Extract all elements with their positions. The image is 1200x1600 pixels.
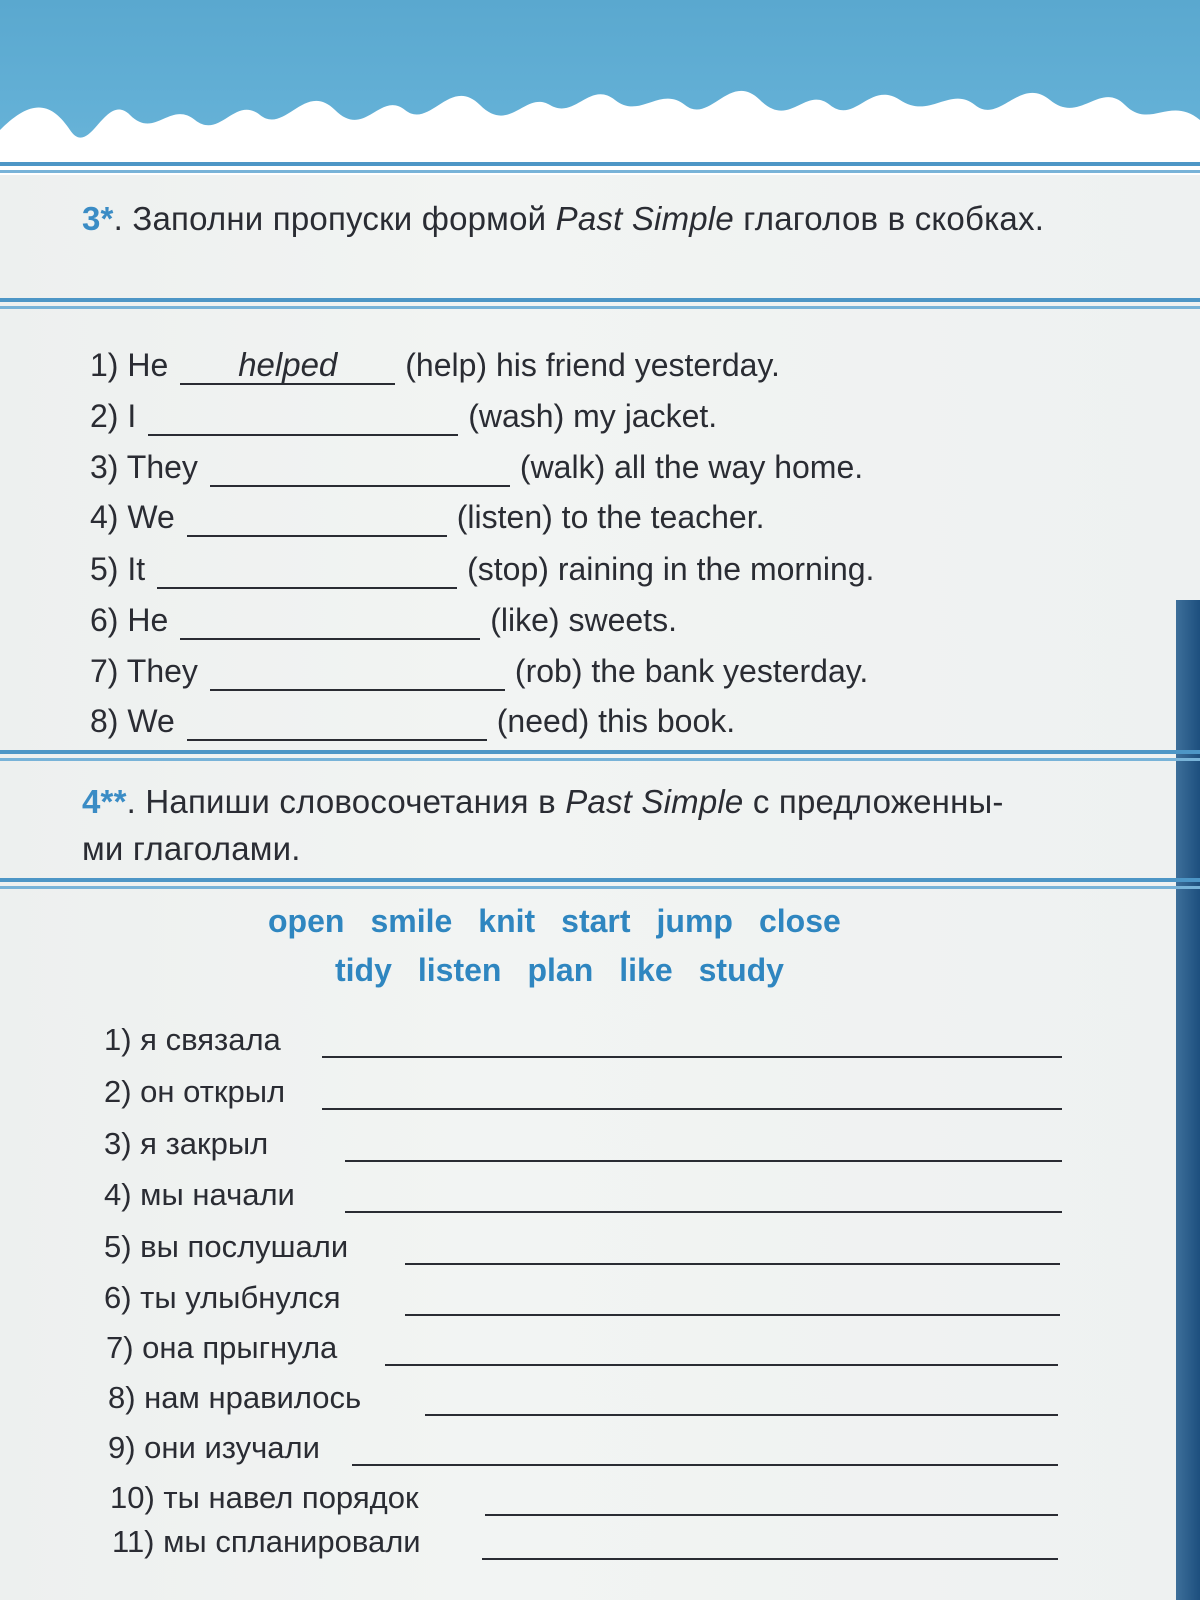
item-prompt: 8) We	[90, 703, 175, 739]
exercise3-item	[90, 345, 780, 385]
exercise3-item	[90, 600, 677, 640]
answer-blank[interactable]	[187, 707, 487, 741]
phrase-prompt: 1) я связала	[104, 1022, 281, 1057]
answer-line[interactable]	[345, 1160, 1062, 1162]
phrase-prompt: 6) ты улыбнулся	[104, 1280, 341, 1315]
phrase-prompt: 8) нам нравилось	[108, 1380, 362, 1415]
exercise4-item	[104, 1278, 1060, 1318]
answer-blank[interactable]	[180, 346, 395, 385]
answer-line[interactable]	[405, 1263, 1060, 1265]
exercise4-item	[104, 1020, 1062, 1060]
phrase-prompt: 5) вы послушали	[104, 1229, 349, 1264]
task4-title-part2: с предложенны-	[743, 783, 1004, 820]
exercise4-item	[104, 1175, 1062, 1215]
task3-title	[82, 195, 1092, 242]
phrase-prompt: 3) я закрыл	[104, 1126, 269, 1161]
item-rest: (wash) my jacket.	[468, 398, 718, 434]
answer-line[interactable]	[385, 1364, 1058, 1366]
task3-number: 3*	[82, 200, 114, 237]
exercise3-item	[90, 651, 868, 691]
answer-blank[interactable]	[157, 555, 457, 589]
answer-line[interactable]	[352, 1464, 1058, 1466]
exercise3-item	[90, 497, 764, 537]
answer-line[interactable]	[345, 1211, 1062, 1213]
phrase-prompt: 9) они изучали	[108, 1430, 320, 1465]
task3-rule	[0, 298, 1200, 312]
wordbank-row1	[268, 903, 867, 940]
answer-line[interactable]	[405, 1314, 1060, 1316]
item-prompt: 6) He	[90, 602, 169, 638]
phrase-prompt: 2) он открыл	[104, 1074, 286, 1109]
exercise4-item	[108, 1378, 1058, 1418]
word-like: like	[619, 952, 673, 988]
exercise3-item	[90, 701, 735, 741]
exercise3-item	[90, 396, 717, 436]
top-rule	[0, 162, 1200, 176]
phrase-prompt: 11) мы спланировали	[112, 1524, 421, 1559]
word-tidy: tidy	[335, 952, 392, 988]
word-jump: jump	[656, 903, 733, 939]
answer-blank[interactable]	[210, 453, 510, 487]
item-prompt: 2) I	[90, 398, 137, 434]
task4-title-emphasis: Past Simple	[565, 783, 744, 820]
answer-blank[interactable]	[148, 402, 458, 436]
word-open: open	[268, 903, 345, 939]
item-rest: (walk) all the way home.	[519, 449, 864, 485]
item-rest: (stop) raining in the morning.	[467, 551, 875, 587]
task4-title	[82, 778, 1092, 872]
item-rest: (help) his friend yesterday.	[405, 347, 780, 383]
task3-title-part2: глаголов в скобках.	[733, 200, 1045, 237]
task3-title-emphasis: Past Simple	[555, 200, 734, 237]
word-listen: listen	[417, 952, 502, 988]
exercise3-item	[90, 447, 863, 487]
answer-line[interactable]	[322, 1108, 1062, 1110]
task3-title-part1: . Заполни пропуски формой	[113, 200, 556, 237]
exercise4-item	[108, 1428, 1058, 1468]
item-rest: (like) sweets.	[490, 602, 677, 638]
answer-blank[interactable]	[210, 657, 505, 691]
exercise4-item	[104, 1124, 1062, 1164]
word-plan: plan	[527, 952, 594, 988]
handwritten-answer: helped	[238, 346, 338, 383]
exercise4-item	[110, 1478, 1058, 1518]
task4-title-part3: ми глаголами.	[82, 830, 301, 867]
wordbank-row2	[335, 952, 810, 989]
answer-blank[interactable]	[180, 606, 480, 640]
item-prompt: 3) They	[90, 449, 198, 485]
answer-blank[interactable]	[187, 503, 447, 537]
answer-line[interactable]	[485, 1514, 1058, 1516]
mid-rule	[0, 750, 1200, 764]
exercise4-item	[104, 1072, 1062, 1112]
answer-line[interactable]	[322, 1056, 1062, 1058]
answer-line[interactable]	[425, 1414, 1058, 1416]
item-rest: (rob) the bank yesterday.	[514, 653, 869, 689]
item-prompt: 4) We	[90, 499, 175, 535]
phrase-prompt: 10) ты навел порядок	[110, 1480, 419, 1515]
item-prompt: 1) He	[90, 347, 169, 383]
word-smile: smile	[370, 903, 453, 939]
exercise4-item	[106, 1328, 1058, 1368]
item-prompt: 5) It	[90, 551, 146, 587]
exercise4-item	[104, 1227, 1060, 1267]
exercise4-item	[112, 1522, 1058, 1562]
item-prompt: 7) They	[90, 653, 198, 689]
exercise3-item	[90, 549, 874, 589]
phrase-prompt: 4) мы начали	[104, 1177, 295, 1212]
task4-number: 4**	[82, 783, 127, 820]
item-rest: (need) this book.	[496, 703, 736, 739]
phrase-prompt: 7) она прыгнула	[106, 1330, 338, 1365]
answer-line[interactable]	[482, 1558, 1058, 1560]
item-rest: (listen) to the teacher.	[456, 499, 765, 535]
word-start: start	[561, 903, 631, 939]
word-study: study	[698, 952, 784, 988]
task4-title-part1: . Напиши словосочетания в	[126, 783, 566, 820]
task4-rule	[0, 878, 1200, 892]
word-knit: knit	[478, 903, 536, 939]
word-close: close	[758, 903, 841, 939]
